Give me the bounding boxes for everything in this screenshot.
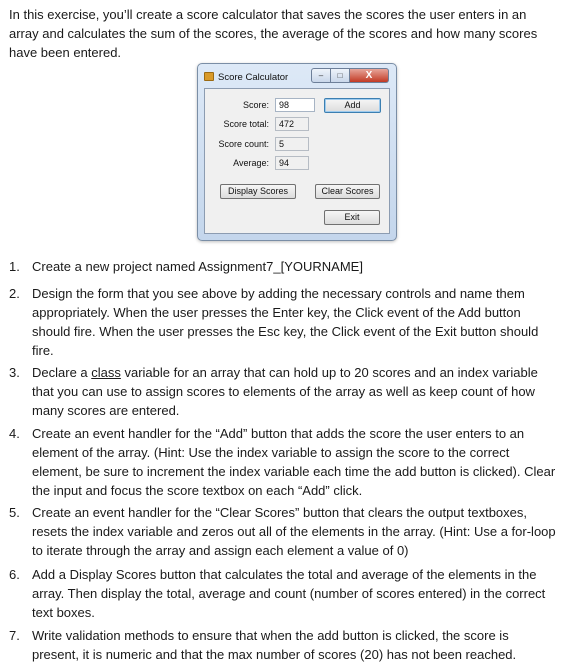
title-bar[interactable]	[198, 64, 396, 88]
score-total-field: 472	[275, 117, 309, 131]
add-button[interactable]: Add	[324, 98, 381, 113]
close-icon[interactable]: X	[350, 68, 389, 83]
average-label: Average:	[233, 158, 269, 168]
step-text: Create a new project named Assignment7_[YOURNAME]	[32, 259, 363, 274]
window-title: Score Calculator	[218, 72, 289, 83]
clear-scores-button[interactable]: Clear Scores	[315, 184, 380, 199]
step-number: 3.	[9, 365, 20, 380]
step-number: 6.	[9, 567, 20, 582]
intro-paragraph: In this exercise, you’ll create a score calculator that saves the scores the user enters in an array and calculates the sum of the scores, the average of the scores and how many scores have been entered.	[9, 7, 538, 60]
step-number: 5.	[9, 505, 20, 520]
score-input[interactable]: 98	[275, 98, 315, 112]
score-calculator-window	[197, 63, 397, 241]
class-keyword: class	[91, 365, 121, 380]
step-number: 7.	[9, 628, 20, 643]
step-text-pre: Declare a	[32, 365, 92, 380]
step-text: Write validation methods to ensure that when the add button is clicked, the score is present, it is numeric and that the max number of scores (20) has not been reached.	[32, 628, 517, 662]
score-count-field: 5	[275, 137, 309, 151]
step-text: Add a Display Scores button that calculates the total and average of the elements in the array. Then display the total, average and count (number of scores entered) in the correct text boxes.	[32, 567, 546, 620]
step-text: Create an event handler for the “Add” button that adds the score the user enters to an element of the array. (Hint: Use the index variable to assign the score to the correct element, be sure to increment the index variable each time the add button is clicked). Clear the input and focus the score textbox on each “Add” click.	[32, 426, 556, 498]
step-number: 1.	[9, 259, 20, 274]
app-icon	[204, 72, 214, 81]
maximize-icon[interactable]: □	[331, 68, 350, 83]
caption-buttons	[311, 68, 389, 83]
step-number: 2.	[9, 286, 20, 301]
step-text	[32, 363, 556, 420]
form-client-area	[204, 88, 390, 234]
step-text: Design the form that you see above by adding the necessary controls and name them appropriately. When the user presses the Enter key, the Click event of the Add button should fire. When the user presses the Esc key, the Click event of the Exit button should fire.	[32, 286, 539, 358]
score-label: Score:	[242, 100, 269, 110]
display-scores-button[interactable]: Display Scores	[220, 184, 296, 199]
step-number: 4.	[9, 426, 20, 441]
score-total-label: Score total:	[223, 119, 269, 129]
step-text: Create an event handler for the “Clear Scores” button that clears the output textboxes, resets the index variable and zeros out all of the elements in the array. (Hint: Use a for-loop to iterate through the array and assign each element a value of 0)	[32, 505, 556, 558]
score-count-label: Score count:	[218, 139, 269, 149]
step-text-post: variable for an array that can hold up to 20 scores and an index variable that you can use to assign scores to elements of the array as well as keep count of how many scores are entered.	[32, 365, 538, 418]
exit-button[interactable]: Exit	[324, 210, 380, 225]
minimize-icon[interactable]: –	[311, 68, 331, 83]
average-field: 94	[275, 156, 309, 170]
